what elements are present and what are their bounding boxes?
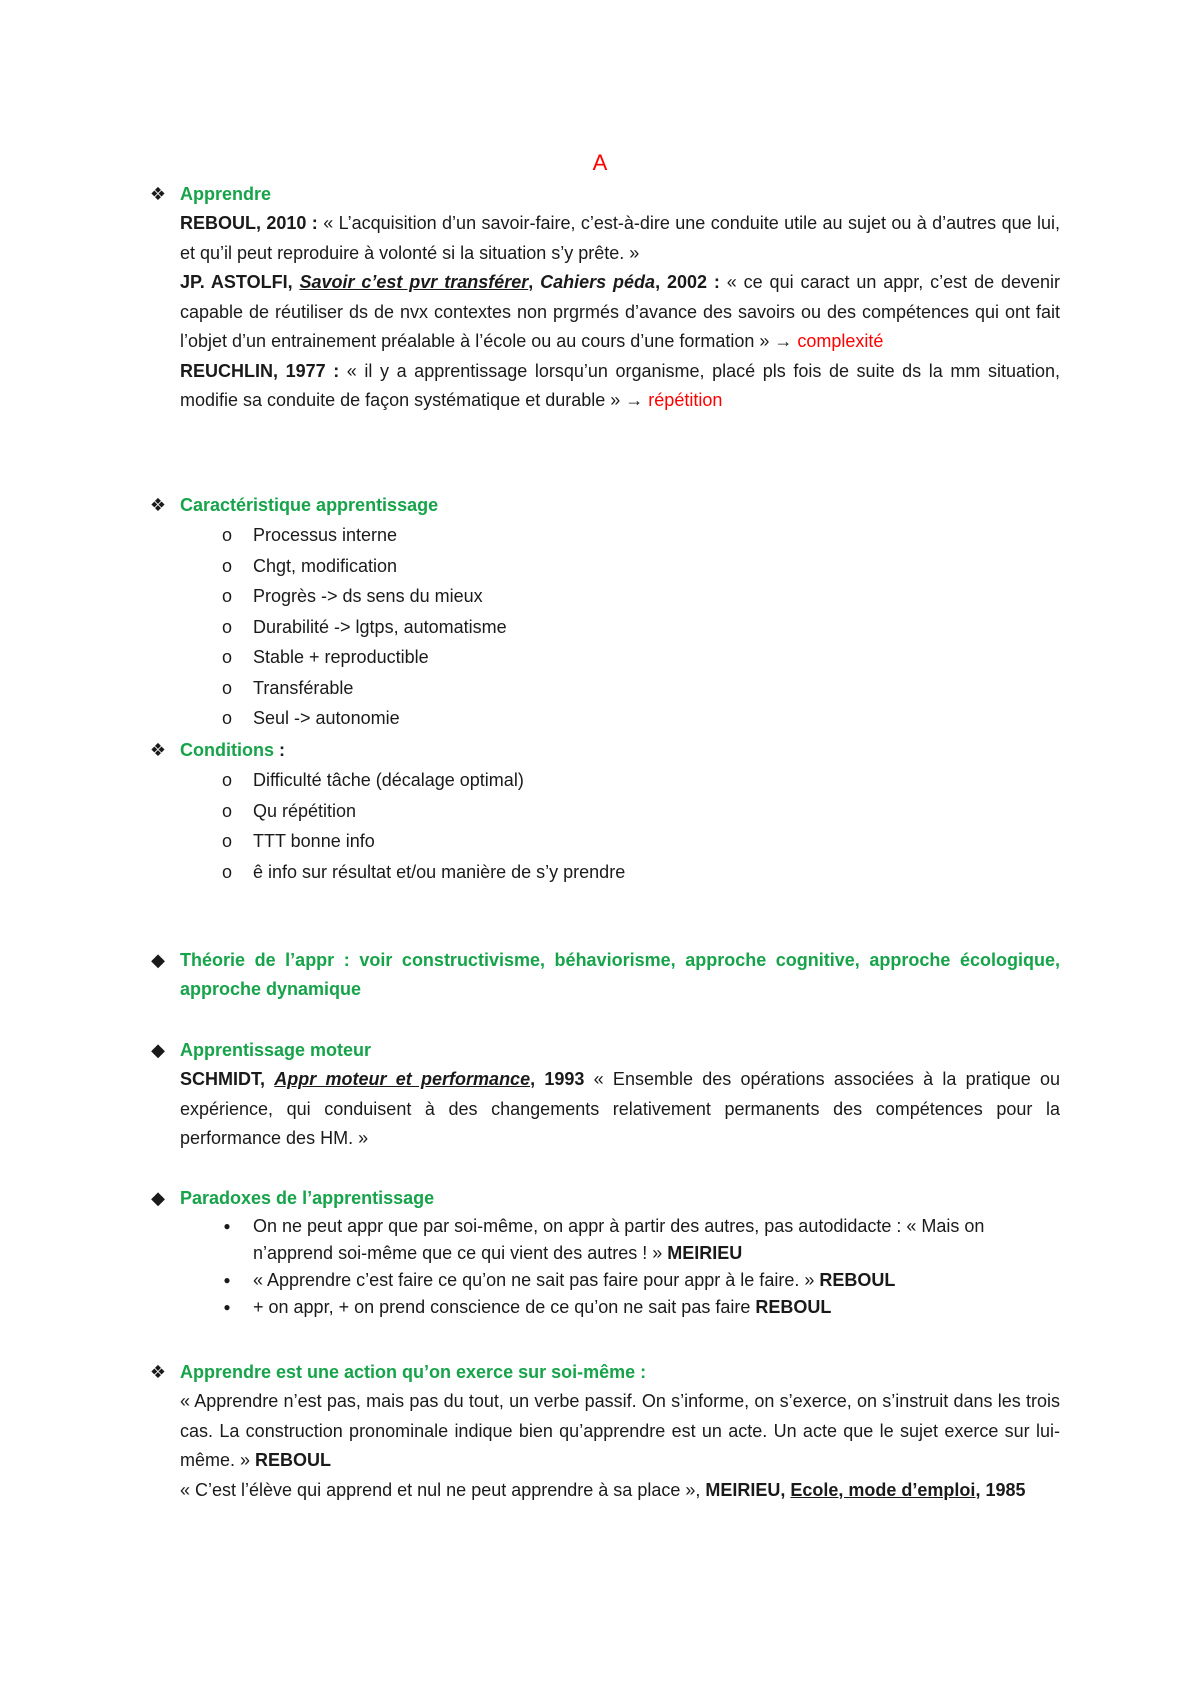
list-item: o Processus interne (180, 520, 1060, 551)
arrow-right-icon: → (625, 390, 644, 410)
circle-bullet-icon: o (221, 616, 232, 637)
dot-bullet-icon: ● (223, 1219, 231, 1233)
paradoxes-list (140, 1213, 1060, 1321)
astolfi-paragraph: JP. ASTOLFI, Savoir c’est pvr transférer, Cahiers péda, 2002 : « ce qui caract un appr, c’est de devenir capable de réutiliser ds de nvx contextes non prgrmés d’avance des savoirs ou des compétences qui ont fait l’objet d’un entrainement préalable à l’école ou au cours d’une formation » → complexité (180, 272, 1061, 351)
section-heading (140, 1358, 1060, 1387)
list-item: o Difficulté tâche (décalage optimal) (180, 765, 1060, 796)
list-item: o Qu répétition (180, 796, 1060, 827)
diamond-bullet-icon: ◆ (151, 1188, 165, 1208)
circle-bullet-icon: o (221, 586, 232, 606)
citation-author: MEIRIEU, (705, 1479, 786, 1500)
section-apprendre (140, 180, 1060, 416)
list-item: o Seul -> autonomie (180, 703, 1060, 734)
diamond-bullet-icon: ◆ (151, 950, 165, 970)
section-heading (140, 180, 1060, 209)
list-item: ● « Apprendre c’est faire ce qu’on ne sait pas faire pour appr à le faire. » REBOUL (180, 1267, 1060, 1294)
reboul-quote-paragraph (140, 1387, 1060, 1476)
list-item: o Durabilité -> lgtps, automatisme (180, 612, 1060, 643)
citation-year: , 1993 (530, 1069, 585, 1089)
section-heading (140, 946, 1060, 1004)
heading-text: Paradoxes de l’apprentissage (180, 1188, 435, 1208)
heading-text: Conditions (180, 740, 274, 760)
citation-quote: « Apprendre n’est pas, mais pas du tout, un verbe passif. On s’informe, on s’exerce, on s’instruit dans les trois cas. La construction pronominale indique bien qu’apprendre est un acte. Un acte que le sujet exerce sur lui-même. » (180, 1391, 1060, 1470)
circle-bullet-icon: o (221, 770, 232, 790)
reuchlin-paragraph (140, 357, 1060, 416)
arrow-right-icon: → (774, 331, 793, 351)
heading-text: Apprendre est une action qu’on exerce sur soi-même : (180, 1362, 647, 1382)
section-theorie (140, 946, 1060, 1004)
citation-author: REBOUL (255, 1450, 332, 1470)
list-item: ● On ne peut appr que par soi-même, on appr à partir des autres, pas autodidacte : « Mais on n’apprend soi-même que ce qui vient des autres ! » MEIRIEU (180, 1213, 1060, 1267)
circle-bullet-icon: o (221, 677, 232, 698)
section-paradoxes (140, 1184, 1060, 1321)
section-heading (140, 491, 1060, 520)
list-item: o TTT bonne info (180, 826, 1060, 857)
heading-text: Caractéristique apprentissage (180, 495, 439, 515)
citation-year: , 2002 : (655, 272, 720, 292)
list-item: o Stable + reproductible (180, 642, 1060, 673)
circle-bullet-icon: o (221, 831, 232, 851)
circle-bullet-icon: o (221, 555, 232, 576)
citation-quote: « ce qui caract un appr, c’est de devenir capable de réutiliser ds de nvx contextes non prgrmés d’avance des savoirs ou des compétences qui ont fait l’objet d’un entrainement préalable à l’école ou au cours d’une formation » (180, 272, 1061, 351)
page-title: A (592, 150, 608, 175)
citation-quote: « il y a apprentissage lorsqu’un organisme, placé pls fois de suite ds la mm situation, modifie sa conduite de façon systématique et durable » (180, 360, 1060, 410)
circle-bullet-icon: o (221, 800, 232, 821)
section-conditions (140, 736, 1060, 887)
circle-bullet-icon: o (221, 647, 232, 667)
citation-work: Appr moteur et performance (274, 1069, 531, 1089)
section-caracteristique (140, 491, 1060, 734)
diamond-bullet-icon: ◆ (151, 1040, 165, 1060)
citation-author: REBOUL, 2010 : (180, 213, 318, 233)
list-item: o Progrès -> ds sens du mieux (180, 581, 1060, 612)
heading-text: Apprentissage moteur (180, 1040, 372, 1060)
caracteristique-list (140, 520, 1060, 734)
section-action (140, 1358, 1060, 1505)
citation-author: SCHMIDT, (180, 1069, 265, 1089)
keyword-repetition: répétition (648, 390, 723, 410)
diamond-bullet-icon: ❖ (149, 740, 167, 760)
dot-bullet-icon: ● (223, 1273, 231, 1287)
meirieu-quote-paragraph (140, 1476, 1060, 1506)
section-moteur (140, 1036, 1060, 1154)
conditions-list (140, 765, 1060, 887)
diamond-bullet-icon: ❖ (149, 495, 167, 515)
citation-quote: « Ensemble des opérations associées à la pratique ou expérience, qui conduisent à des changements relativement permanents des compétences pour la performance des HM. » (180, 1069, 1060, 1148)
citation-quote: « C’est l’élève qui apprend et nul ne peut apprendre à sa place », (180, 1479, 706, 1500)
list-item: ● + on appr, + on prend conscience de ce qu’on ne sait pas faire REBOUL (180, 1294, 1060, 1321)
section-heading: ❖ Conditions : (140, 736, 1060, 765)
citation-year: , 1985 (975, 1479, 1026, 1500)
reboul-paragraph (140, 209, 1060, 268)
dot-bullet-icon: ● (223, 1300, 231, 1314)
heading-text: Théorie de l’appr : voir constructivisme, béhaviorisme, approche cognitive, approche écologique, approche dynamique (180, 950, 1060, 999)
list-item: o ê info sur résultat et/ou manière de s’y prendre (180, 857, 1060, 888)
diamond-bullet-icon: ❖ (149, 184, 167, 204)
schmidt-paragraph (140, 1065, 1060, 1154)
citation-journal: Cahiers péda (540, 272, 656, 292)
list-item: o Chgt, modification (180, 551, 1060, 582)
section-heading (140, 1036, 1060, 1065)
heading-text: Apprendre (180, 184, 272, 204)
citation-author: JP. ASTOLFI, (180, 272, 293, 292)
circle-bullet-icon: o (221, 861, 232, 882)
citation-quote: « L’acquisition d’un savoir-faire, c’est-à-dire une conduite utile au sujet ou à d’autres que lui, et qu’il peut reproduire à volonté si la situation s’y prête. » (180, 213, 1060, 263)
section-heading (140, 1184, 1060, 1213)
citation-author: REUCHLIN, 1977 : (180, 360, 340, 381)
keyword-complexite: complexité (797, 331, 884, 351)
circle-bullet-icon: o (221, 525, 232, 545)
list-item: o Transférable (180, 673, 1060, 704)
citation-work: Savoir c’est pvr transférer (299, 272, 529, 292)
diamond-bullet-icon: ❖ (149, 1362, 167, 1382)
citation-work: Ecole, mode d’emploi (790, 1479, 976, 1500)
circle-bullet-icon: o (221, 708, 232, 728)
